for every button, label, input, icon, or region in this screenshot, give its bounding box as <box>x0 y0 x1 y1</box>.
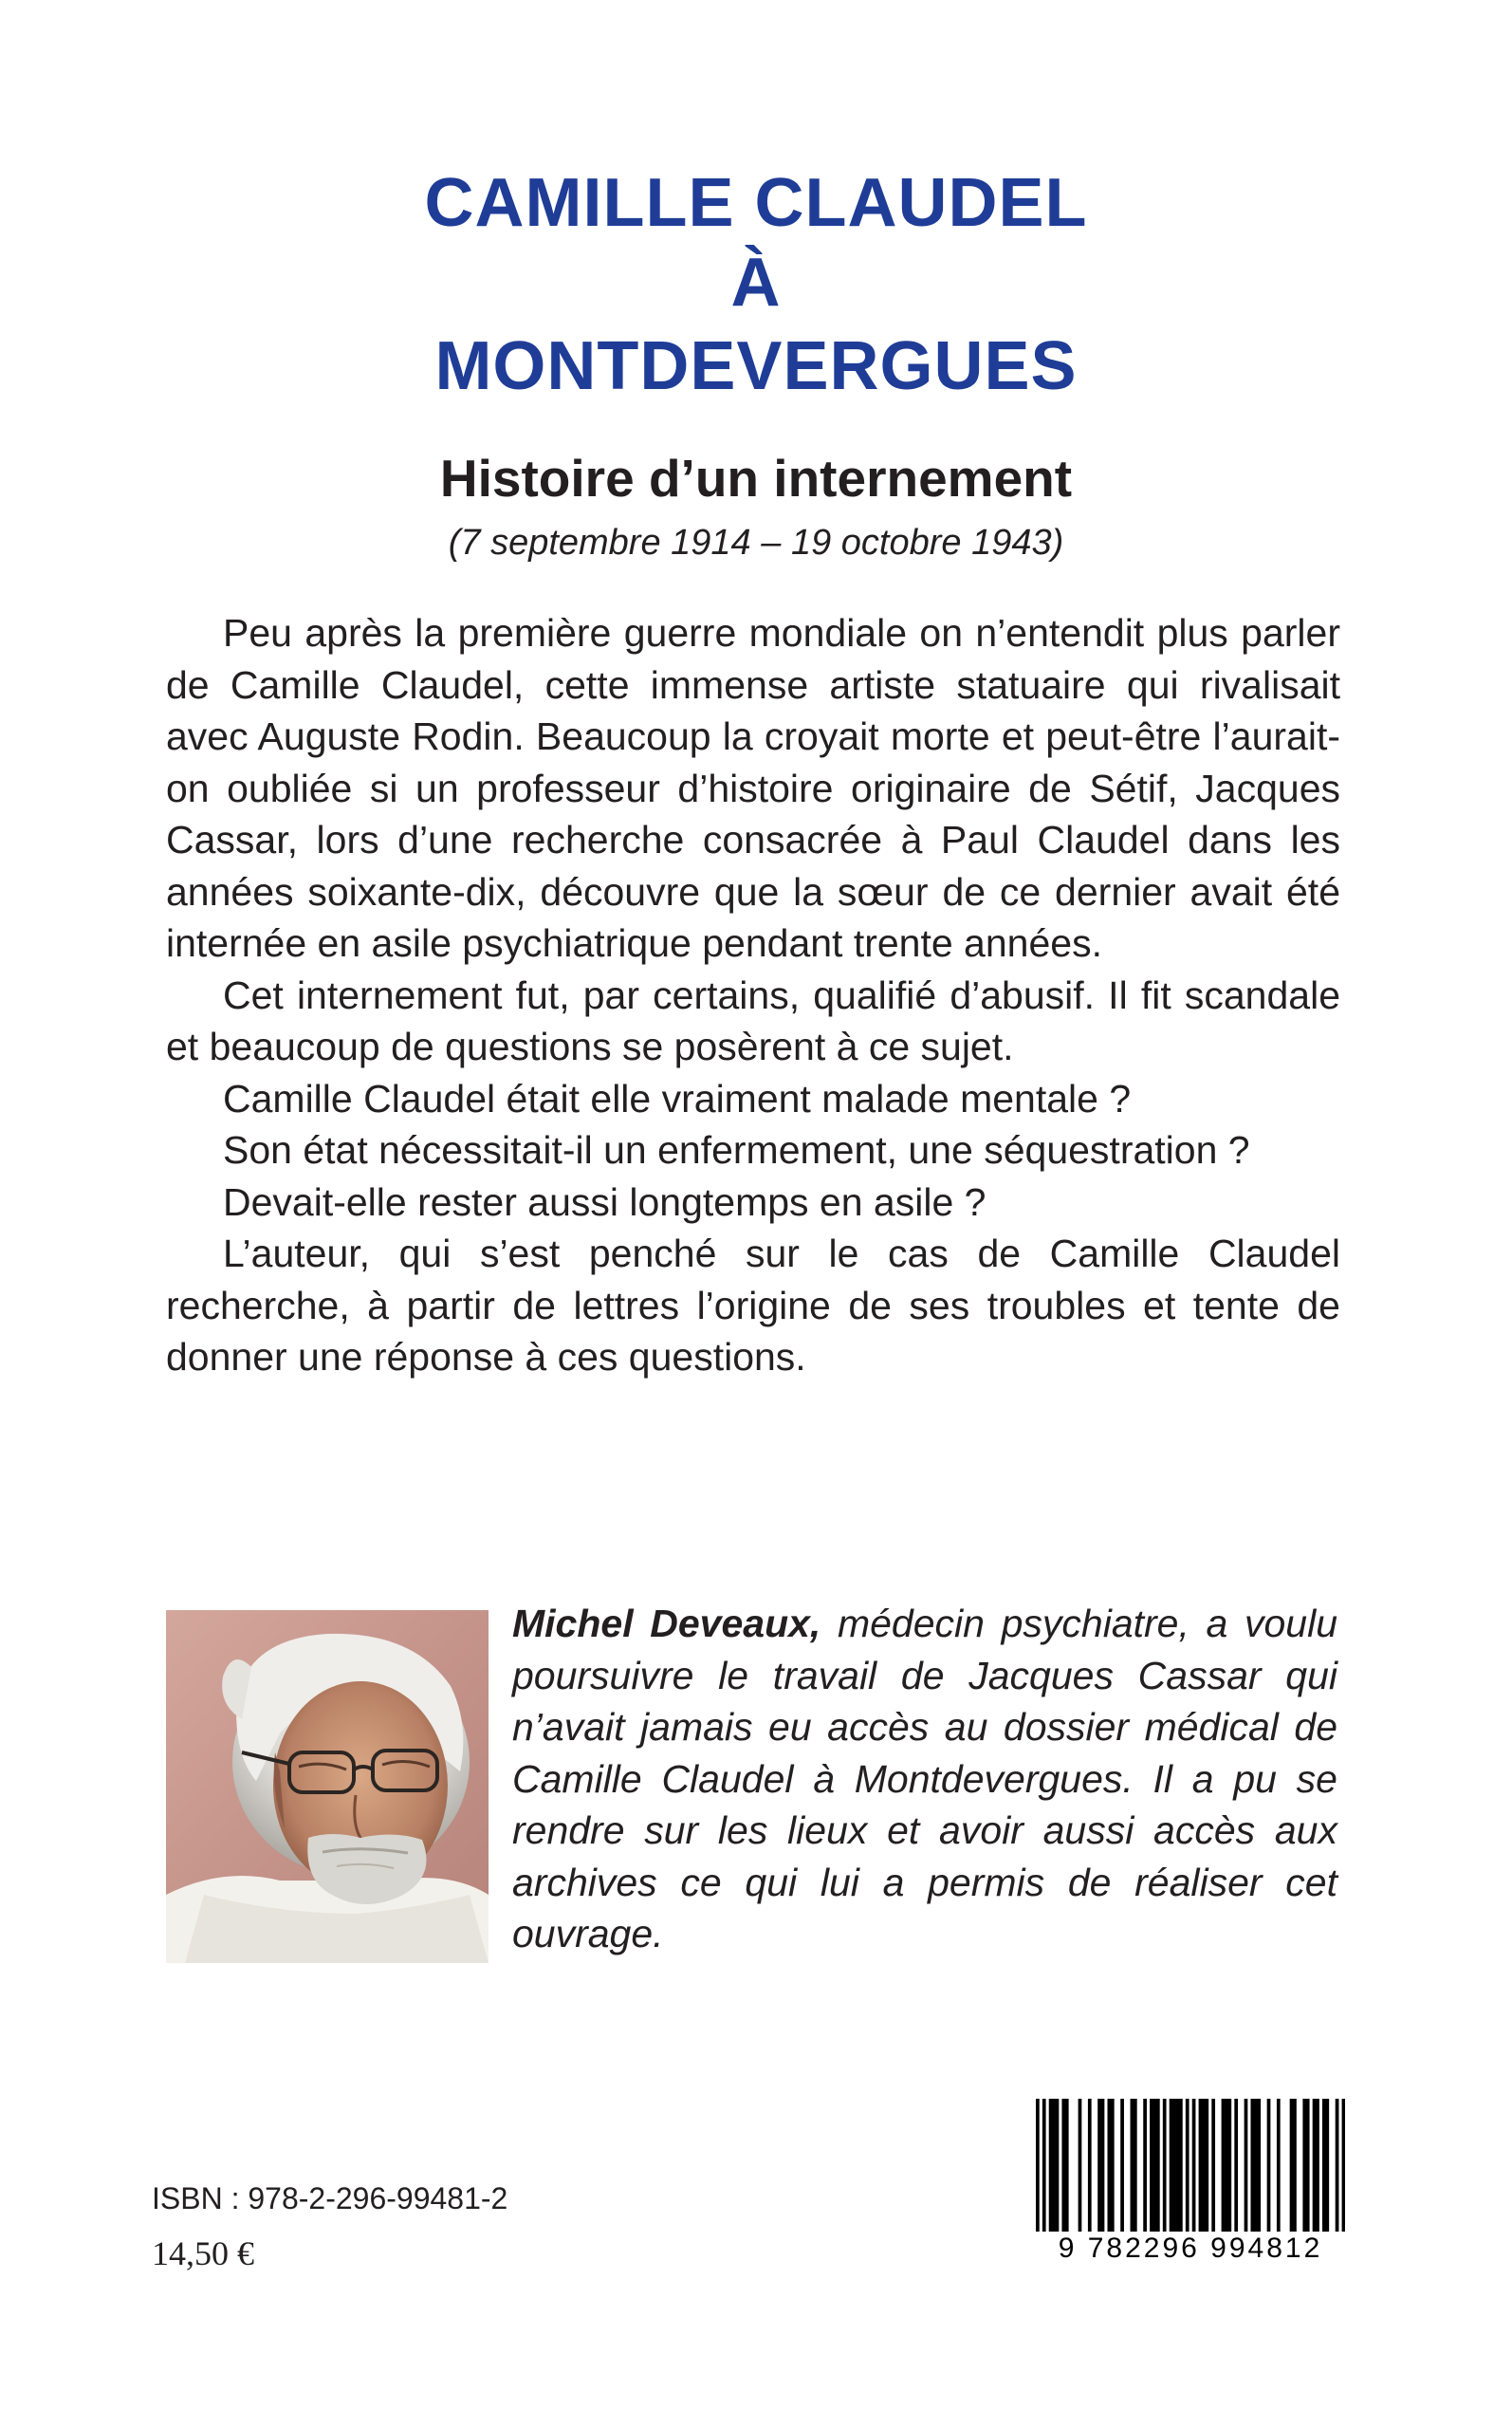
barcode-bar <box>1143 2099 1147 2232</box>
subtitle: Histoire d’un internement <box>439 449 1073 508</box>
barcode-bar <box>1302 2099 1306 2232</box>
barcode-bar <box>1225 2099 1228 2232</box>
barcode-bar <box>1120 2099 1124 2232</box>
title-line-2: À <box>730 245 782 321</box>
barcode-bar <box>1322 2099 1326 2232</box>
barcode-bar <box>1049 2099 1053 2232</box>
barcode-bar <box>1052 2099 1056 2232</box>
barcode-digits: 9 782296 994812 <box>1036 2232 1345 2266</box>
blurb-paragraph: Camille Claudel était elle vraiment malade mentale ? <box>223 1076 1132 1121</box>
isbn: ISBN : 978-2-296-99481-2 <box>152 2181 508 2215</box>
blurb-paragraph: L’auteur, qui s’est penché sur le cas de Camille Claudel recherche, à partir de lettres l’origine de ses troubles et tente de donner une réponse à ces questions. <box>166 1232 1340 1379</box>
barcode-bar <box>1097 2099 1101 2232</box>
barcode-bar <box>1036 2099 1040 2232</box>
barcode-bars <box>1036 2099 1345 2232</box>
barcode-bar <box>1111 2099 1115 2232</box>
barcode-bar <box>1163 2099 1167 2232</box>
barcode-bar <box>1186 2099 1189 2232</box>
blurb-paragraph: Peu après la première guerre mondiale on n’entendit plus parler de Camille Claudel, cette immense artiste statuaire qui rivalisait avec Auguste Rodin. Beaucoup la croyait morte et peut-être l’aurait-on oubliée si un professeur d’histoire originaire de Sétif, Jacques Cassar, lors d’une recherche consacrée à Paul Claudel dans les années soixante-dix, découvre que la sœur de ce dernier avait été internée en asile psychiatrique pendant trente années. <box>166 611 1340 965</box>
barcode-bar <box>1227 2099 1231 2232</box>
barcode-bar <box>1179 2099 1183 2232</box>
blurb-paragraph: Son état nécessitait-il un enfermement, une séquestration ? <box>223 1128 1250 1172</box>
barcode-bar <box>1156 2099 1160 2232</box>
barcode-bar <box>1245 2099 1248 2232</box>
barcode-bar <box>1234 2099 1238 2232</box>
barcode-bar <box>1061 2099 1065 2232</box>
barcode-bar <box>1150 2099 1153 2232</box>
title-line-3: MONTDEVERGUES <box>434 328 1078 404</box>
author-bio-text: médecin psychiatre, a voulu poursuivre le travail de Jacques Cassar qui n’avait jamais eu accès au dossier médical de Camille Claudel à Montdevergues. Il a pu se rendre sur les lieux et avoir aussi accès aux archives ce qui lui a permis de réaliser cet ouvrage. <box>512 1602 1338 1955</box>
author-photo <box>166 1610 489 1963</box>
barcode-bar <box>1176 2099 1180 2232</box>
barcode-bar <box>1211 2099 1215 2232</box>
barcode-bar <box>1306 2099 1310 2232</box>
barcode-bar <box>1316 2099 1319 2232</box>
barcode-bar <box>1254 2099 1258 2232</box>
barcode-bar <box>1257 2099 1261 2232</box>
barcode-bar <box>1153 2099 1157 2232</box>
barcode-bar <box>1079 2099 1082 2232</box>
blurb <box>166 607 1340 1383</box>
title-line-1: CAMILLE CLAUDEL <box>424 165 1088 241</box>
price: 14,50 € <box>152 2234 254 2272</box>
dates: (7 septembre 1914 – 19 octobre 1943) <box>448 523 1064 563</box>
barcode-bar <box>1313 2099 1317 2232</box>
barcode-bar <box>1199 2099 1203 2232</box>
barcode-bar <box>1250 2099 1254 2232</box>
barcode-bar <box>1290 2099 1294 2232</box>
barcode-bar <box>1205 2099 1208 2232</box>
barcode-bar <box>1342 2099 1345 2232</box>
barcode-bar <box>1101 2099 1105 2232</box>
blurb-paragraph: Cet internement fut, par certains, qualifié d’abusif. Il fit scandale et beaucoup de questions se posèrent à ce sujet. <box>166 973 1340 1068</box>
barcode-bar <box>1172 2099 1176 2232</box>
author-bio <box>512 1598 1337 1960</box>
barcode-bar <box>1267 2099 1271 2232</box>
barcode-bar <box>1065 2099 1069 2232</box>
barcode-bar <box>1056 2099 1060 2232</box>
barcode-bar <box>1131 2099 1134 2232</box>
barcode-bar <box>1325 2099 1329 2232</box>
author-name: Michel Deveaux, <box>512 1602 821 1645</box>
barcode-bar <box>1170 2099 1173 2232</box>
barcode-bar <box>1293 2099 1297 2232</box>
barcode-bar <box>1088 2099 1092 2232</box>
barcode-bar <box>1277 2099 1281 2232</box>
blurb-paragraph: Devait-elle rester aussi longtemps en asile ? <box>223 1179 986 1224</box>
barcode-bar <box>1107 2099 1111 2232</box>
barcode-bar <box>1336 2099 1339 2232</box>
barcode-bar <box>1222 2099 1226 2232</box>
barcode-bar <box>1192 2099 1196 2232</box>
barcode-bar <box>1042 2099 1046 2232</box>
barcode-bar <box>1202 2099 1206 2232</box>
barcode-bar <box>1134 2099 1137 2232</box>
